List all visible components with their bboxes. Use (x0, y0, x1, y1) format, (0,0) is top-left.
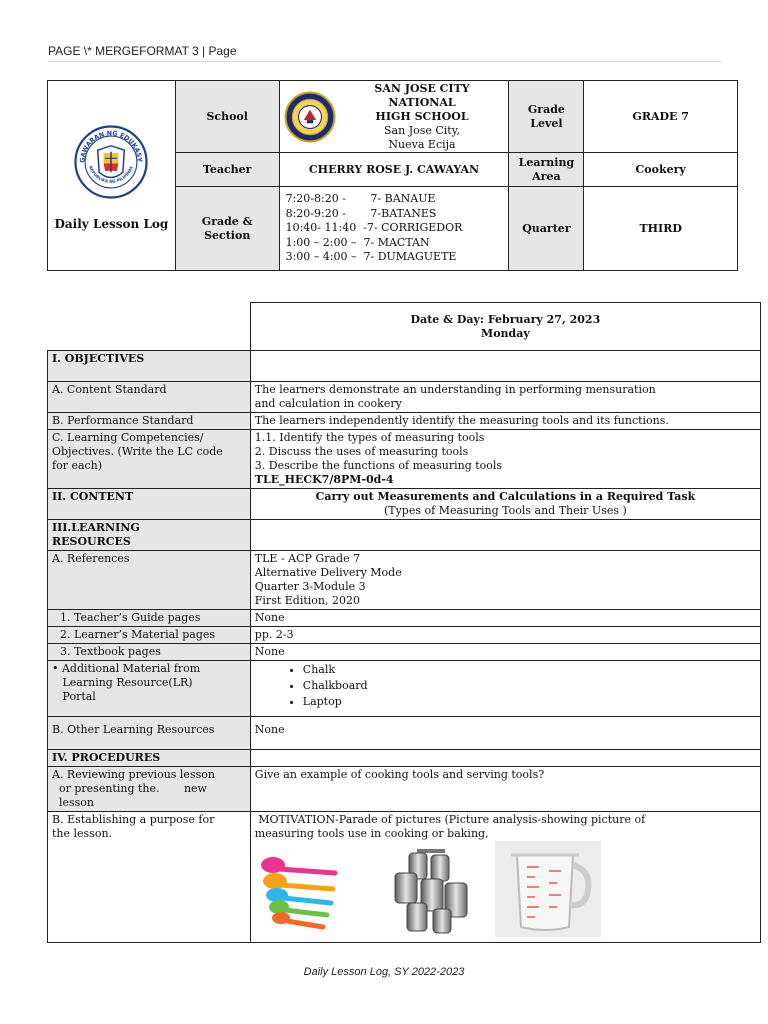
content-standard-label: A. Content Standard (48, 382, 251, 413)
performance-standard-label: B. Performance Standard (48, 413, 251, 430)
purpose-label-line: the lesson. (52, 827, 113, 840)
schedule-line: 7:20-8:20 - 7- BANAUE (285, 192, 436, 206)
tg-value: None (250, 610, 760, 627)
content-subtitle: (Types of Measuring Tools and Their Uses ) (383, 504, 627, 517)
footer: Daily Lesson Log, SY 2022-2023 (303, 966, 465, 978)
competencies-value (250, 430, 760, 489)
info-table (47, 80, 738, 271)
measuring-spoons-image (257, 849, 341, 931)
reference-line: First Edition, 2020 (254, 594, 360, 607)
competency-item: 1.1. Identify the types of measuring tools (254, 431, 485, 444)
school-cell (279, 81, 509, 153)
grade-section-label-line: Grade & (201, 214, 253, 228)
grade-level-label-line: Level (530, 116, 563, 130)
learning-resources-label (48, 520, 251, 551)
performance-standard-value: The learners independently identify the measuring tools and its functions. (250, 413, 760, 430)
weekday: Monday (481, 326, 530, 340)
grade-level-label-line: Grade (527, 102, 565, 116)
competencies-label-line: Objectives. (Write the LC code (52, 445, 223, 458)
learning-area-label-line: Area (532, 169, 561, 183)
school-name-line: HIGH SCHOOL (375, 109, 469, 123)
content-value (250, 489, 760, 520)
blank-corner (48, 303, 251, 351)
lc-code: TLE_HECK7/8PM-0d-4 (254, 473, 394, 486)
dll-label: Daily Lesson Log (54, 216, 169, 231)
procedures-value (250, 750, 760, 767)
objectives-label: I. OBJECTIVES (48, 351, 251, 382)
grade-section-label-line: Section (204, 228, 251, 242)
learning-area-label (509, 153, 584, 187)
competencies-label-line: for each) (52, 459, 103, 472)
competency-item: 2. Discuss the uses of measuring tools (254, 445, 469, 458)
quarter-label: Quarter (509, 187, 584, 271)
measuring-tools-pictures (255, 841, 756, 941)
materials-list (255, 662, 756, 710)
reviewing-label (48, 767, 251, 812)
learning-area-value: Cookery (584, 153, 738, 187)
objectives-value (250, 351, 760, 382)
measuring-cups-image (387, 843, 477, 935)
other-resources-label: B. Other Learning Resources (48, 717, 251, 750)
references-value (250, 551, 760, 610)
header-divider (48, 61, 722, 62)
list-item: • Laptop (303, 694, 756, 710)
reference-line: Quarter 3-Module 3 (254, 580, 366, 593)
schedule-cell (279, 187, 509, 271)
deped-logo-bottom: REPUBLIKA NG PILIPINAS (88, 164, 135, 184)
lm-label: 2. Learner’s Material pages (48, 627, 251, 644)
content-standard-line: and calculation in cookery (254, 397, 402, 410)
references-label: A. References (48, 551, 251, 610)
school-name-line: NATIONAL (388, 95, 456, 109)
school-address-line: Nueva Ecija (388, 137, 456, 151)
list-item: • Chalk (303, 662, 756, 678)
reference-line: Alternative Delivery Mode (254, 566, 402, 579)
schedule-line: 10:40- 11:40 -7- CORRIGEDOR (285, 221, 463, 235)
school-address-line: San Jose City, (384, 123, 460, 137)
list-item: • Chalkboard (303, 678, 756, 694)
quarter-value: THIRD (584, 187, 738, 271)
additional-label (48, 661, 251, 717)
additional-label-line: • Additional Material from (52, 662, 201, 675)
grade-level-label (509, 81, 584, 153)
content-label: II. CONTENT (48, 489, 251, 520)
purpose-label (48, 812, 251, 943)
teacher-value: CHERRY ROSE J. CAWAYAN (279, 153, 509, 187)
schedule-line: 8:20-9:20 - 7-BATANES (285, 206, 437, 220)
reviewing-label-line: lesson (52, 796, 95, 809)
other-resources-value: None (250, 717, 760, 750)
competencies-label-line: C. Learning Competencies/ (52, 431, 204, 444)
learning-resources-label-line: III.LEARNING (52, 521, 140, 534)
deped-seal-icon (74, 125, 148, 199)
date-cell (250, 303, 760, 351)
page-header: PAGE \* MERGEFORMAT 3 | Page (48, 44, 237, 58)
deped-logo-text: GAWARAN NG EDUKASY (79, 129, 144, 163)
learning-area-label-line: Learning (518, 155, 575, 169)
tb-value: None (250, 644, 760, 661)
tg-label: 1. Teacher’s Guide pages (48, 610, 251, 627)
dll-cell (48, 81, 176, 271)
teacher-label: Teacher (175, 153, 279, 187)
content-standard-line: The learners demonstrate an understanding in performing mensuration (254, 383, 656, 396)
purpose-value (250, 812, 760, 943)
measuring-jug-image (495, 841, 601, 937)
lm-value: pp. 2-3 (250, 627, 760, 644)
procedures-label: IV. PROCEDURES (48, 750, 251, 767)
grade-section-label (175, 187, 279, 271)
content-standard-value (250, 382, 760, 413)
lesson-table (47, 302, 761, 943)
reviewing-label-line: or presenting the. new (52, 782, 207, 795)
tb-label: 3. Textbook pages (48, 644, 251, 661)
school-seal-icon (284, 91, 336, 143)
school-name-line: SAN JOSE CITY (374, 81, 470, 95)
purpose-line: measuring tools use in cooking or baking, (254, 827, 489, 840)
content-title: Carry out Measurements and Calculations in a Required Task (315, 490, 696, 503)
purpose-line: MOTIVATION-Parade of pictures (Picture analysis-showing picture of (254, 813, 646, 826)
learning-resources-value (250, 520, 760, 551)
reference-line: TLE - ACP Grade 7 (254, 552, 361, 565)
school-label: School (175, 81, 279, 153)
reviewing-label-line: A. Reviewing previous lesson (52, 768, 215, 781)
grade-level-value: GRADE 7 (584, 81, 738, 153)
date-day: Date & Day: February 27, 2023 (410, 312, 601, 326)
reviewing-value: Give an example of cooking tools and serving tools? (250, 767, 760, 812)
competency-item: 3. Describe the functions of measuring tools (254, 459, 503, 472)
additional-label-line: Learning Resource(LR) (52, 676, 193, 689)
materials-value (250, 661, 760, 717)
competencies-label (48, 430, 251, 489)
purpose-label-line: B. Establishing a purpose for (52, 813, 215, 826)
learning-resources-label-line: RESOURCES (52, 535, 131, 548)
additional-label-line: Portal (52, 690, 96, 703)
schedule-line: 1:00 – 2:00 – 7- MACTAN (285, 235, 430, 249)
schedule-line: 3:00 – 4:00 – 7- DUMAGUETE (285, 250, 457, 264)
